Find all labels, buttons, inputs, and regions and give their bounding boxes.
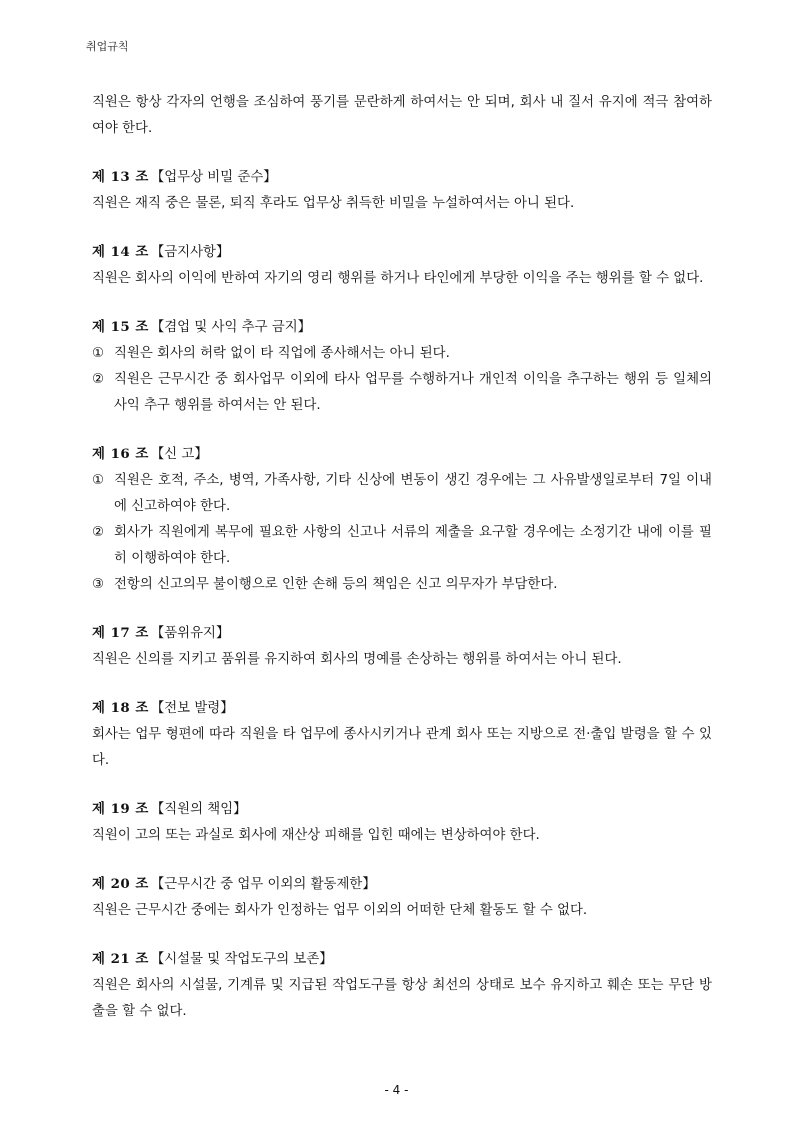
article-20 — [92, 871, 712, 924]
article-21 — [92, 946, 712, 1025]
article-number: 제 18 조 — [92, 700, 149, 716]
article-14 — [92, 239, 712, 292]
item-marker: ② — [92, 372, 105, 387]
article-number: 제 14 조 — [92, 244, 149, 260]
item-text: 직원은 근무시간 중 회사업무 이외에 타사 업무를 수행하거나 개인적 이익을 추구하는 행위 등 일체의 사익 추구 행위를 하여서는 안 된다. — [114, 372, 712, 413]
article-body: 직원은 회사의 이익에 반하여 자기의 영리 행위를 하거나 타인에게 부당한 이익을 주는 행위를 할 수 없다. — [92, 271, 704, 286]
article-heading: 【전보 발령】 — [150, 701, 234, 716]
article-number: 제 17 조 — [92, 625, 149, 641]
article-title — [92, 695, 712, 722]
article-13 — [92, 164, 712, 217]
item-marker: ② — [92, 525, 105, 540]
running-header: 취업규칙 — [86, 40, 129, 53]
item-marker: ③ — [92, 577, 105, 592]
article-heading: 【금지사항】 — [150, 245, 230, 260]
article-18 — [92, 695, 712, 774]
article-number: 제 13 조 — [92, 169, 149, 185]
list-item — [92, 468, 712, 520]
article-number: 제 19 조 — [92, 801, 149, 817]
item-text: 전항의 신고의무 불이행으로 인한 손해 등의 책임은 신고 의무자가 부담한다. — [114, 577, 558, 592]
article-body: 회사는 업무 형편에 따라 직원을 타 업무에 종사시키거나 관계 회사 또는 지방으로 전·출입 발령을 할 수 있다. — [92, 727, 712, 768]
article-number: 제 21 조 — [92, 951, 149, 967]
list-item — [92, 572, 712, 598]
list-item — [92, 520, 712, 572]
article-title — [92, 620, 712, 647]
article-number: 제 15 조 — [92, 319, 149, 335]
article-heading: 【시설물 및 작업도구의 보존】 — [150, 952, 333, 967]
item-text: 직원은 호적, 주소, 병역, 가족사항, 기타 신상에 변동이 생긴 경우에는 그 사유발생일로부터 7일 이내에 신고하여야 한다. — [114, 473, 712, 514]
article-body: 직원은 근무시간 중에는 회사가 인정하는 업무 이외의 어떠한 단체 활동도 할 수 없다. — [92, 903, 588, 918]
article-title — [92, 871, 712, 898]
article-title — [92, 441, 712, 468]
item-text: 직원은 회사의 허락 없이 타 직업에 종사해서는 아니 된다. — [114, 346, 450, 361]
intro-paragraph: 직원은 항상 각자의 언행을 조심하여 풍기를 문란하게 하여서는 안 되며, 회사 내 질서 유지에 적극 참여하여야 한다. — [92, 95, 712, 136]
article-number: 제 16 조 — [92, 446, 149, 462]
article-heading: 【신 고】 — [150, 447, 208, 462]
article-title — [92, 164, 712, 191]
article-17 — [92, 620, 712, 673]
article-15 — [92, 314, 712, 419]
list-item — [92, 341, 712, 367]
article-title — [92, 239, 712, 266]
article-title — [92, 946, 712, 973]
article-16 — [92, 441, 712, 598]
article-body: 직원은 신의를 지키고 품위를 유지하여 회사의 명예를 손상하는 행위를 하여서는 아니 된다. — [92, 652, 622, 667]
list-item — [92, 367, 712, 419]
item-marker: ① — [92, 473, 105, 488]
article-body: 직원은 회사의 시설물, 기계류 및 지급된 작업도구를 항상 최선의 상태로 보수 유지하고 훼손 또는 무단 방출을 할 수 없다. — [92, 978, 712, 1019]
article-title — [92, 796, 712, 823]
page-number: - 4 - — [384, 1083, 409, 1097]
article-heading: 【직원의 책임】 — [150, 802, 247, 817]
article-body: 직원이 고의 또는 과실로 회사에 재산상 피해를 입힌 때에는 변상하여야 한다. — [92, 828, 540, 843]
article-heading: 【품위유지】 — [150, 626, 230, 641]
document-body — [92, 90, 712, 1025]
article-title — [92, 314, 712, 341]
article-number: 제 20 조 — [92, 876, 149, 892]
article-heading: 【근무시간 중 업무 이외의 활동제한】 — [150, 877, 376, 892]
item-text: 회사가 직원에게 복무에 필요한 사항의 신고나 서류의 제출을 요구할 경우에는 소정기간 내에 이를 필히 이행하여야 한다. — [114, 525, 712, 566]
article-body: 직원은 재직 중은 물론, 퇴직 후라도 업무상 취득한 비밀을 누설하여서는 아니 된다. — [92, 196, 575, 211]
article-heading: 【업무상 비밀 준수】 — [150, 170, 277, 185]
article-19 — [92, 796, 712, 849]
item-marker: ① — [92, 346, 105, 361]
article-heading: 【겸업 및 사익 추구 금지】 — [150, 320, 312, 335]
